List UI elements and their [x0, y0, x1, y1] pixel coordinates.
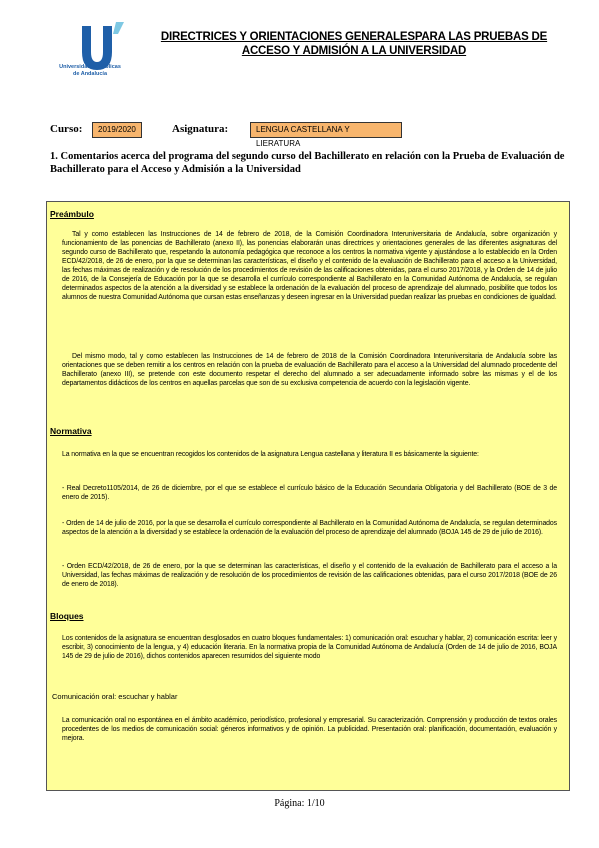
universidades-andalucia-logo: [52, 18, 142, 88]
logo-accent-mark: [113, 22, 124, 34]
course-label: Curso:: [50, 123, 83, 135]
preambulo-paragraph-1: Tal y como establecen las Instrucciones de 14 de febrero de 2018, de la Comisión Coordinadora Interuniversitaria de Andalucía, sobre organización y funcionamiento de las ponencias de Bachillerato (anexo II), las ponencias elaborarán unas directrices y orientaciones generales de las diferentes asignaturas del segundo curso de Bachillerato que, respetando la autonomía pedagógica que reconoce a los centros la normativa vigente y ajustándose a lo establecido en la Orden ECD/42/2018, de 26 de enero, por la que se determinan las características, el diseño y el contenido de la evaluación de Bachillerato para el acceso a la Universidad, las fechas máximas de realización y de resolución de los procedimientos de revisión de las calificaciones obtenidas, para el curso 2017/2018, y la Orden de 14 de julio de 2016, de la Consejería de Educación por la que se desarrolla el currículo correspondiente al Bachillerato en la Comunidad Autónoma de Andalucía, se regulan determinados aspectos de la atención a la diversidad y se establece la ordenación de la evaluación del proceso de aprendizaje del alumnado, posibilite que todos los alumnos de nuestra Comunidad Autónoma que cursan estas enseñanzas y deseen ingresar en la Universidad puedan realizar las pruebas en condiciones de igualdad.: [62, 231, 557, 301]
bloques-heading: Bloques: [50, 611, 84, 621]
logo-caption-line1: Universidades Públicas: [59, 64, 121, 70]
subject-label: Asignatura:: [172, 123, 229, 135]
normativa-intro: La normativa en la que se encuentran recogidos los contenidos de la asignatura Lengua castellana y literatura II es básicamente la siguiente:: [62, 451, 479, 458]
preambulo-paragraph-2: Del mismo modo, tal y como establecen las Instrucciones de 14 de febrero de 2018 de la Comisión Coordinadora Interuniversitaria de Andalucía sobre las orientaciones que se deben remitir a los centros en relación con la prueba de evaluación de Bachillerato para el acceso a la Universidad del alumnado procedente del Bachillerato (anexo III), se pretende con este documento respetar el derecho del alumnado a ser adecuadamente informado sobre las mismas y el de los departamentos didácticos de los centros en aquellas parcelas que son de su exclusiva competencia de acuerdo con la legislación vigente.: [62, 353, 557, 387]
course-row: [50, 122, 570, 148]
title-line2: ACCESO Y ADMISIÓN A LA UNIVERSIDAD: [241, 45, 467, 57]
normativa-item-1: - Real Decreto1105/2014, de 26 de diciembre, por el que se establece el currículo básico de la Educación Secundaria Obligatoria y del Bachillerato (BOE de 3 de enero de 2015).: [62, 485, 557, 501]
logo-caption-line2: de Andalucía: [72, 70, 108, 77]
content-box: [46, 201, 570, 791]
bloques-subheading: Comunicación oral: escuchar y hablar: [52, 692, 178, 701]
logo-caption: [40, 64, 140, 77]
subject-value-box: LENGUA CASTELLANA Y LIERATURA: [250, 122, 402, 138]
section1-heading: 1. Comentarios acerca del programa del segundo curso del Bachillerato en relación con la Prueba de Evaluación de Bachillerato para el Acceso y Admisión a la Universidad: [50, 151, 565, 175]
preambulo-heading: Preámbulo: [50, 209, 94, 219]
normativa-heading: Normativa: [50, 426, 92, 436]
course-value-box: 2019/2020: [92, 122, 142, 138]
normativa-item-3: - Orden ECD/42/2018, de 26 de enero, por la que se determinan las características, el diseño y el contenido de la evaluación de Bachillerato para el acceso a la Universidad, las fechas máximas de realización y de resolución de los procedimientos de revisión de las calificaciones obtenidas, para el curso 2017/2018 (BOE de 26 de enero de 2018).: [62, 563, 557, 588]
bloques-intro: Los contenidos de la asignatura se encuentran desglosados en cuatro bloques fundamentales: 1) comunicación oral: escuchar y hablar, 2) comunicación escrita: leer y escribir, 3) conocimiento de la lengua, y 4) educación literaria. En la normativa propia de la Comunidad Autónoma de Andalucía (Orden de 14 de julio de 2016, BOJA 145 de 29 de julio de 2016), dichos contenidos aparecen resumidos del siguiente modo: [62, 635, 557, 660]
document-title: [150, 30, 558, 58]
title-line1: DIRECTRICES Y ORIENTACIONES GENERALESPARA LAS PRUEBAS DE: [160, 31, 548, 43]
page-number: Página: 1/10: [274, 798, 325, 809]
bloques-subtext: La comunicación oral no espontánea en el ámbito académico, periodístico, profesional y empresarial. Su caracterización. Comprensión y producción de textos orales procedentes de los medios de comunicación social: géneros informativos y de opinión. La publicidad. Presentación oral: planificación, documentación, evaluación y mejora.: [62, 717, 557, 742]
normativa-item-2: - Orden de 14 de julio de 2016, por la que se desarrolla el currículo correspondiente al Bachillerato en la Comunidad Autónoma de Andalucía, se regulan determinados aspectos de la atención a la diversidad y se establece la ordenación de la evaluación del proceso de aprendizaje del alumnado (BOJA 145 de 29 de julio de 2016).: [62, 520, 557, 536]
